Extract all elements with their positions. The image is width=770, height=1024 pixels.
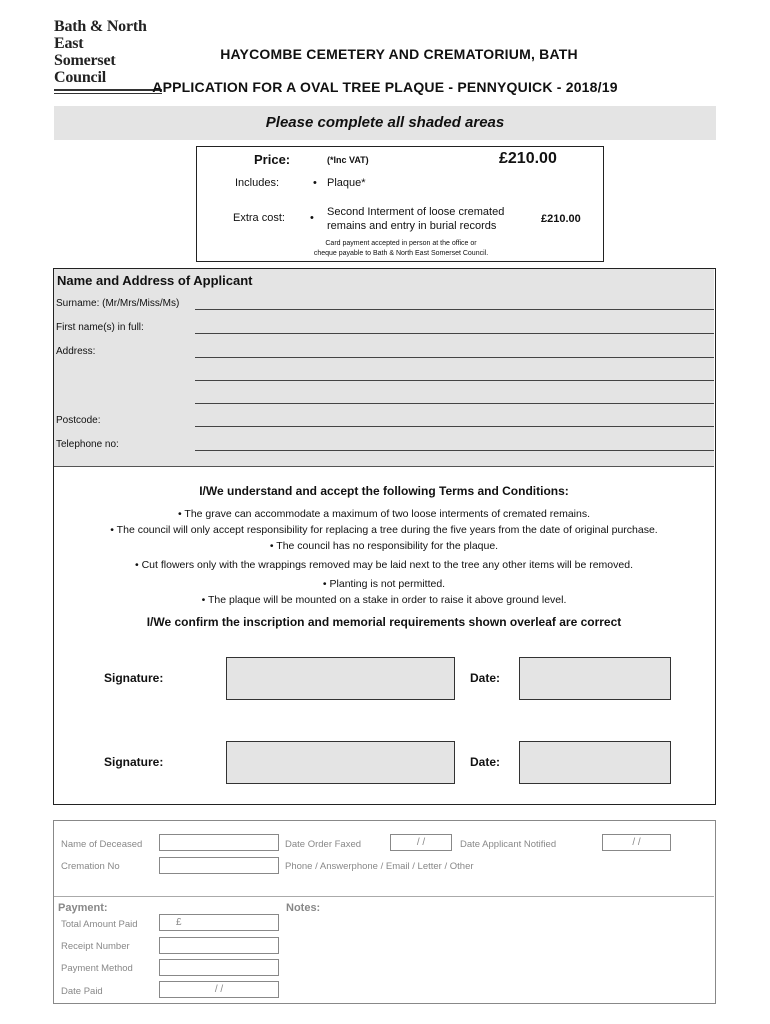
extra-cost-label: Extra cost: (233, 212, 285, 224)
payment-note-line-1: Card payment accepted in person at the office or (325, 240, 477, 247)
logo-line-1: Bath & North East (54, 18, 147, 52)
terms-item: • The council has no responsibility for the plaque. (269, 540, 499, 552)
includes-item: Plaque* (327, 177, 366, 189)
firstname-field[interactable] (195, 333, 714, 334)
price-box (196, 146, 604, 262)
document-title: HAYCOMBE CEMETERY AND CREMATORIUM, BATH (220, 46, 578, 62)
extra-cost-amount: £210.00 (541, 213, 581, 225)
receipt-number-field[interactable] (159, 937, 279, 954)
name-of-deceased-field[interactable] (159, 834, 279, 851)
document-subtitle: APPLICATION FOR A OVAL TREE PLAQUE - PENNYQUICK - 2018/19 (152, 79, 618, 95)
office-use-section (53, 820, 716, 1004)
bullet: • (310, 212, 314, 224)
bullet: • (313, 177, 317, 189)
date-paid-label: Date Paid (61, 986, 103, 997)
receipt-number-label: Receipt Number (61, 941, 130, 952)
address-field-line-3[interactable] (195, 403, 714, 404)
contact-method-options: Phone / Answerphone / Email / Letter / Other (285, 861, 474, 872)
name-of-deceased-label: Name of Deceased (61, 839, 143, 850)
includes-label: Includes: (235, 177, 280, 189)
total-amount-paid-field[interactable]: £ (159, 914, 279, 931)
date-paid-field[interactable]: / / (159, 981, 279, 998)
date-order-faxed-label: Date Order Faxed (285, 839, 362, 850)
date-applicant-notified-label: Date Applicant Notified (460, 839, 557, 850)
total-amount-paid-label: Total Amount Paid (61, 919, 138, 930)
date-applicant-notified-field[interactable]: / / (602, 834, 671, 851)
payment-title: Payment: (58, 902, 108, 914)
postcode-field[interactable] (195, 426, 714, 427)
date-label-1: Date: (470, 671, 501, 685)
date-field-2[interactable] (519, 741, 671, 784)
payment-note-line-2: cheque payable to Bath & North East Somerset Council. (313, 250, 489, 257)
signature-field-1[interactable] (226, 657, 455, 700)
address-label: Address: (56, 346, 96, 357)
firstname-label: First name(s) in full: (56, 322, 144, 333)
terms-item: • The grave can accommodate a maximum of two loose interments of cremated remains. (178, 508, 590, 520)
vat-note: (*Inc VAT) (327, 155, 369, 165)
date-label-2: Date: (470, 755, 501, 769)
surname-field[interactable] (195, 309, 714, 310)
price-label: Price: (254, 152, 291, 167)
logo-line-2: Somerset Council (54, 52, 116, 86)
price-amount: £210.00 (499, 150, 557, 167)
telephone-field[interactable] (195, 450, 714, 451)
postcode-label: Postcode: (56, 415, 101, 426)
address-field-line-2[interactable] (195, 380, 714, 381)
signature-label-1: Signature: (104, 671, 164, 685)
office-divider (54, 896, 714, 897)
payment-note (197, 239, 605, 259)
instruction-banner: Please complete all shaded areas (54, 106, 716, 140)
terms-item: • The plaque will be mounted on a stake in order to raise it above ground level. (201, 594, 567, 606)
signature-label-2: Signature: (104, 755, 164, 769)
payment-method-field[interactable] (159, 959, 279, 976)
application-form (53, 268, 716, 805)
address-field-line-1[interactable] (195, 357, 714, 358)
terms-item: • Cut flowers only with the wrappings removed may be laid next to the tree any other items will be removed. (135, 559, 633, 571)
extra-cost-description (327, 205, 527, 233)
surname-label: Surname: (Mr/Mrs/Miss/Ms) (56, 298, 180, 309)
confirmation-statement: I/We confirm the inscription and memorial requirements shown overleaf are correct (146, 615, 622, 629)
extra-desc-line-1: Second Interment of loose cremated (327, 206, 505, 218)
terms-item: • The council will only accept responsibility for replacing a tree during the five years from the date of original purchase. (110, 524, 658, 536)
applicant-section-title: Name and Address of Applicant (57, 273, 253, 288)
payment-method-label: Payment Method (61, 963, 133, 974)
cremation-no-field[interactable] (159, 857, 279, 874)
extra-desc-line-2: remains and entry in burial records (327, 220, 497, 232)
terms-title: I/We understand and accept the following Terms and Conditions: (199, 484, 569, 498)
date-field-1[interactable] (519, 657, 671, 700)
notes-title: Notes: (286, 902, 321, 914)
cremation-no-label: Cremation No (61, 861, 120, 872)
terms-item: • Planting is not permitted. (322, 578, 446, 590)
date-order-faxed-field[interactable]: / / (390, 834, 452, 851)
telephone-label: Telephone no: (56, 439, 119, 450)
applicant-section (54, 269, 714, 467)
signature-field-2[interactable] (226, 741, 455, 784)
